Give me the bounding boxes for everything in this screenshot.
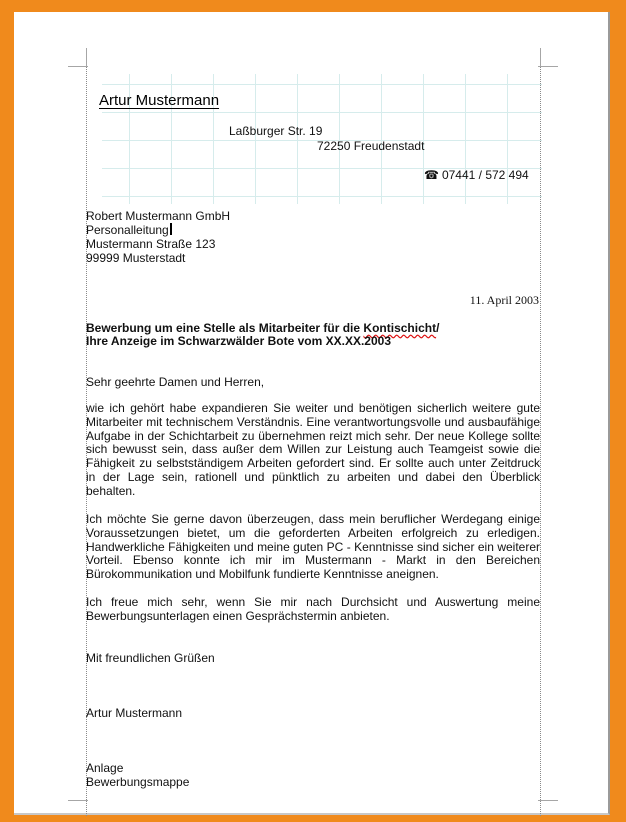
sender-city[interactable]: 72250 Freudenstadt [317,139,425,153]
recipient-street[interactable]: Mustermann Straße 123 [86,237,216,251]
spellcheck-flagged-word[interactable]: Kontischicht [363,321,437,335]
text-cursor [170,223,172,235]
bottom-left-crop-mark [68,800,88,801]
recipient-company[interactable]: Robert Mustermann GmbH [86,209,231,223]
recipient-department: Personalleitung [86,223,169,237]
signature-name[interactable]: Artur Mustermann [86,706,183,720]
closing[interactable]: Mit freundlichen Grüßen [86,651,215,665]
salutation[interactable]: Sehr geehrte Damen und Herren, [86,375,265,389]
recipient-city[interactable]: 99999 Musterstadt [86,251,186,265]
top-right-crop-mark [538,66,558,67]
subject-suffix: / [436,321,440,335]
subject-line-2[interactable]: Ihre Anzeige im Schwarzwälder Bote vom XX.XX.2003 [86,334,391,348]
subject-prefix: Bewerbung um eine Stelle als Mitarbeiter für die [86,321,364,335]
enclosure-label[interactable]: Anlage [86,761,124,775]
paragraph-3[interactable]: Ich freue mich sehr, wenn Sie mir nach Durchsicht und Auswertung meine Bewerbungsunterlagen einen Gesprächstermin anbieten. [86,595,540,623]
right-margin-guide [540,66,541,816]
top-left-crop-tick [86,48,87,66]
sender-phone: 07441 / 572 494 [441,168,529,182]
enclosure-item[interactable]: Bewerbungsmappe [86,775,190,789]
letter-date[interactable]: 11. April 2003 [469,293,539,307]
top-right-crop-tick [540,48,541,66]
bottom-right-crop-mark [538,800,558,801]
recipient-department-line[interactable] [86,223,172,237]
paragraph-1[interactable]: wie ich gehört habe expandieren Sie weiter und benötigen sicherlich weitere gute Mitarbeiter mit technischem Verständnis. Eine verantwortungsvolle und ausbaufähige Aufgabe in der Schichtarbeit zu übernehmen reizt mich sehr. Der neue Kollege sollte sich bewusst sein, dass außer dem Willen zur Leistung auch Teamgeist sowie die Fähigkeit zu selbstständigem Arbeiten gefordert sind. Er sollte auch unter Zeitdruck in der Lage sein, rationell und pünktlich zu arbeiten und dabei den Überblick behalten. [86,401,540,498]
paragraph-2[interactable]: Ich möchte Sie gerne davon überzeugen, dass mein beruflicher Werdegang einige Voraussetzungen bietet, um die geforderten Arbeiten erfolgreich zu erledigen. Handwerkliche Fähigkeiten und meine guten PC - Kenntnisse sind sicher ein weiterer Vorteil. Ebenso konnte ich mir im Mustermann - Markt in den Bereichen Bürokommunikation und Mobilfunk fundierte Kenntnisse aneignen. [86,512,540,582]
sender-name[interactable]: Artur Mustermann [99,92,220,109]
sender-street[interactable]: Laßburger Str. 19 [229,124,323,138]
top-left-crop-mark [68,66,88,67]
sender-phone-line[interactable] [424,168,529,182]
telephone-icon: ☎ [424,168,439,182]
subject-line-1[interactable] [86,321,439,335]
